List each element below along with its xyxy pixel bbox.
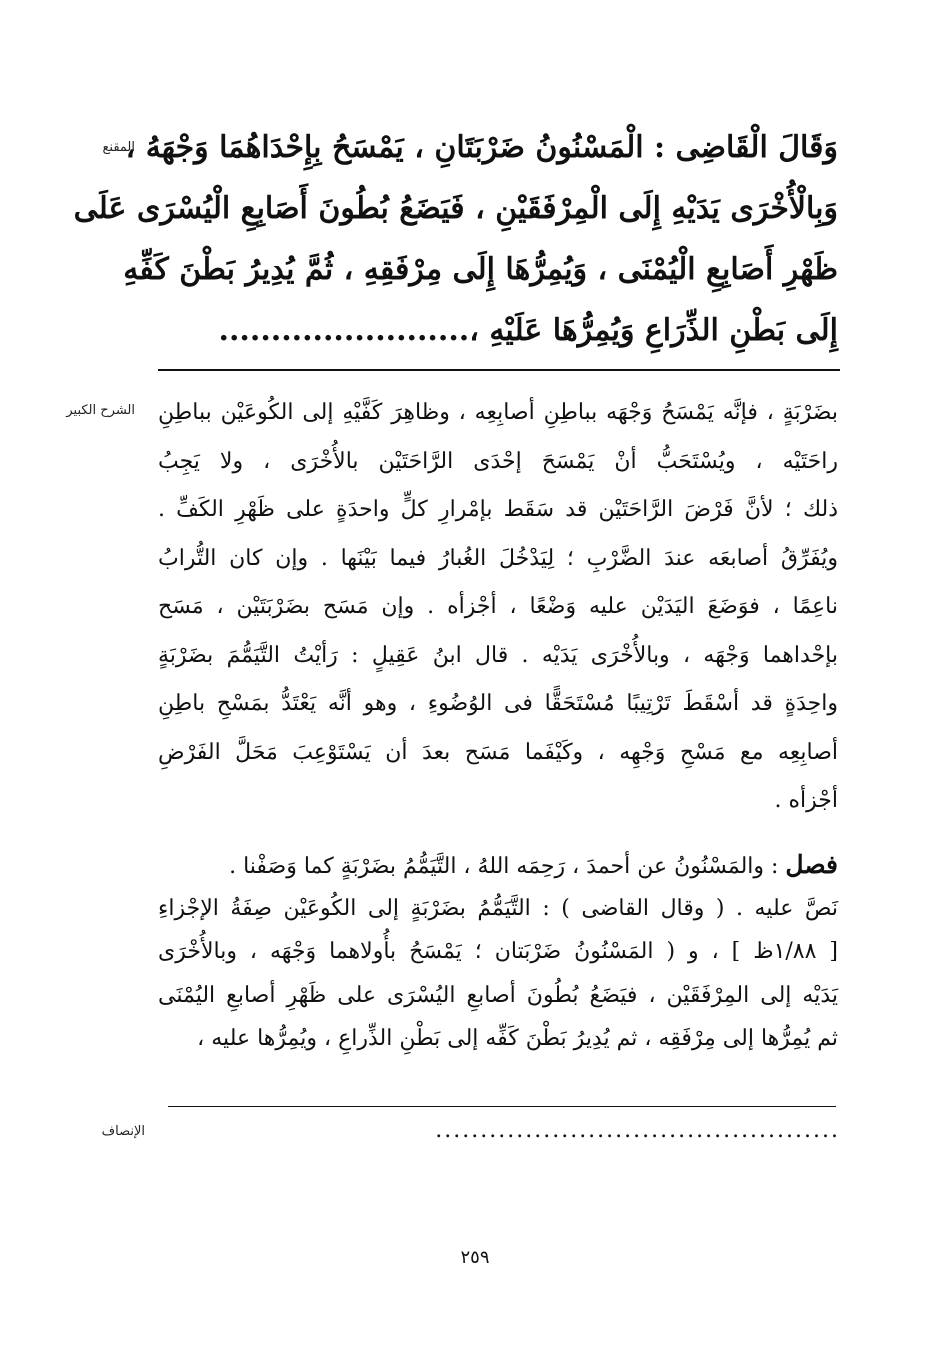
side-label-insaf: الإنصاف (101, 1124, 145, 1139)
fasl-line: يَدَيْه إلى المِرْفَقَيْن ، فيَضَعُ بُطُونَ أصابعِ اليُسْرَى على ظَهْرِ أصابعِ اليُمْنَى (158, 982, 838, 1008)
sharh-line: ناعِمًا ، فوَضَعَ اليَدَيْن عليه وَضْعًا ، أجْزأه . وإن مَسَح بضَرْبَتَيْن ، مَسَح (158, 594, 838, 619)
muqni-line: إِلَى بَطْنِ الذِّرَاعِ وَيُمِرُّهَا عَلَيْهِ ،........................ (218, 313, 838, 348)
fasl-line: نَصَّ عليه . ( وقال القاضى ) : التَّيَمُّمُ بضَرْبَةٍ إلى الكُوعَيْن صِفَةُ الإجْزاءِ (158, 895, 838, 921)
sharh-line: أصابِعِه مع مَسْحِ وَجْهِه ، وكَيْفَما مَسَح بعدَ أن يَسْتَوْعِبَ مَحَلَّ الفَرْضِ (158, 739, 838, 765)
sharh-text-block (158, 389, 838, 826)
insaf-dots: ............................................. (435, 1118, 840, 1143)
fasl-text-block (158, 843, 838, 1061)
muqni-line: وَبِالْأُخْرَى يَدَيْهِ إِلَى الْمِرْفَقَيْنِ ، فَيَضَعُ بُطُونَ أَصَابِعِ الْيُسْرَى عَلَى (73, 191, 838, 226)
sharh-line: بإحْداهما وَجْهَه ، وبالأُخْرَى يَدَيْه . قال ابنُ عَقِيلٍ : رَأيْتُ التَّيَمُّمَ بضَرْبَةٍ (158, 642, 838, 668)
muqni-line: وَقَالَ الْقَاضِى : الْمَسْنُونُ ضَرْبَتَانِ ، يَمْسَحُ بِإِحْدَاهُمَا وَجْهَهُ ، (125, 130, 838, 165)
section-divider-bottom (168, 1106, 836, 1107)
fasl-first-line-text: : والمَسْنُونُ عن أحمدَ ، رَحِمَه اللهُ ، التَّيَمُّمُ بضَرْبَةٍ كما وَصَفْنا . (229, 854, 786, 879)
fasl-heading: فصل (785, 850, 838, 879)
sharh-line: أجْزأه . (774, 788, 838, 813)
muqni-line: ظَهْرِ أَصَابِعِ الْيُمْنَى ، وَيُمِرُّهَا إِلَى مِرْفَقِهِ ، ثُمَّ يُدِيرُ بَطْنَ كَفِّهِ (123, 252, 838, 287)
side-label-muqni: المقنع (102, 140, 135, 155)
section-divider-top (158, 369, 840, 371)
page-number: ٢٥٩ (460, 1247, 490, 1268)
sharh-line: بضَرْبَةٍ ، فإنَّه يَمْسَحُ وَجْهَه بباطِنِ أصابِعِه ، وظاهِرَ كَفَّيْهِ إلى الكُوعَيْن بباطِنِ (158, 400, 838, 425)
fasl-first-line (158, 843, 838, 887)
fasl-line: ثم يُمِرُّها إلى مِرْفَقِه ، ثم يُدِيرُ بَطْنَ كَفِّه إلى بَطْنِ الذِّراعِ ، ويُمِرُّها عليه ، (197, 1026, 838, 1051)
sharh-line: راحَتَيْه ، ويُسْتَحَبُّ أنْ يَمْسَحَ إحْدَى الرَّاحَتَيْن بالأُخْرَى ، ولا يَجِبُ (158, 448, 838, 474)
sharh-line: واحِدَةٍ قد أسْقَطَ تَرْتِيبًا مُسْتَحَقًّا فى الوُضُوءِ ، وهو أنَّه يَعْتَدُّ بمَسْحِ باطِنِ (158, 691, 838, 716)
sharh-line: ويُفَرِّقُ أصابعَه عندَ الضَّرْبِ ؛ لِيَدْخُلَ الغُبارُ فيما بَيْنَها . وإن كان التُّرابُ (158, 545, 838, 571)
fasl-line: [ ١/٨٨ظ ] ، و ( المَسْنُونُ ضَرْبَتان ؛ يَمْسَحُ بأُولاهما وَجْهَه ، وبالأُخْرَى (158, 939, 839, 964)
side-label-sharh: الشرح الكبير (66, 403, 135, 418)
sharh-line: ذلك ؛ لأنَّ فَرْضَ الرَّاحَتَيْن قد سَقَط بإمْرارِ كلٍّ واحدَةٍ على ظَهْرِ الكَفِّ . (158, 497, 838, 522)
